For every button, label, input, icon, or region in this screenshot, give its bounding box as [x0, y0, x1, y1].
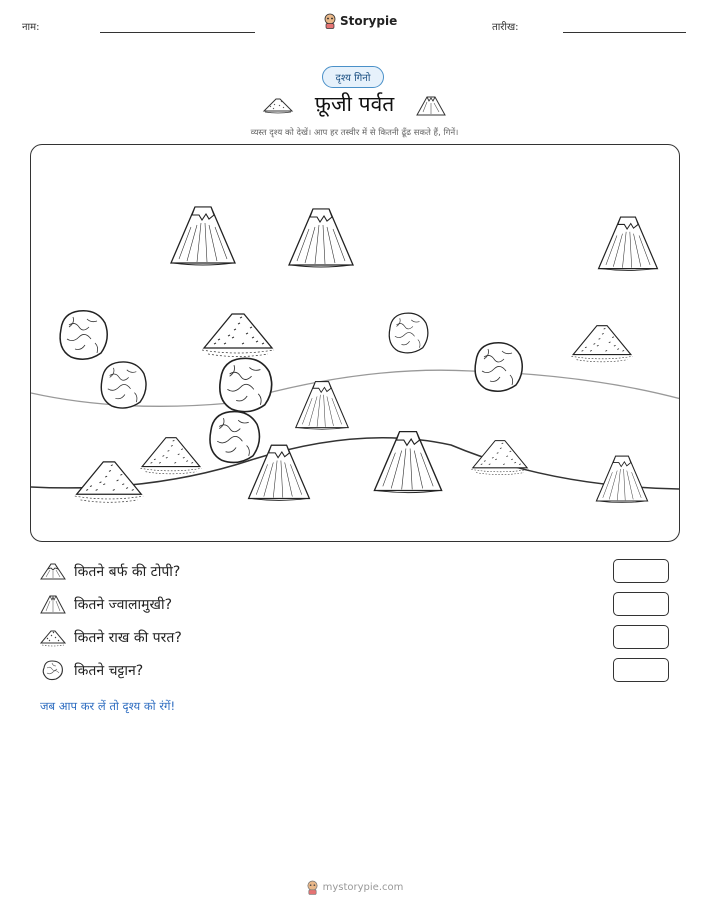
volcano-1: [171, 207, 235, 265]
footer: [0, 880, 709, 895]
volcano-icon: [40, 593, 66, 615]
ash-pile-3: [140, 438, 201, 474]
scene-illustration: [31, 145, 680, 542]
rock-4: [210, 412, 259, 463]
rock-1: [60, 311, 107, 360]
volcano-3: [599, 217, 658, 270]
snowcap-icon: [40, 561, 66, 581]
question-rock: [40, 657, 143, 683]
question-ash-layer: [40, 624, 182, 650]
question-volcano: [40, 591, 172, 617]
question-text: कितने राख की परत?: [74, 629, 182, 646]
answer-box-rock[interactable]: [613, 658, 669, 682]
name-label: नाम:: [22, 22, 40, 33]
question-text: कितने ज्वालामुखी?: [74, 596, 172, 613]
volcano-7: [596, 456, 647, 502]
storypie-mascot-icon: [306, 880, 319, 895]
answer-box-volcano[interactable]: [613, 592, 669, 616]
footer-url[interactable]: mystorypie.com: [322, 882, 404, 893]
rock-3: [220, 358, 272, 411]
volcano-4: [296, 382, 348, 430]
brand-name: Storypie: [340, 14, 398, 28]
answer-box-snowcap[interactable]: [613, 559, 669, 583]
activity-badge: दृश्य गिनो: [322, 66, 384, 88]
volcano-5: [249, 445, 310, 500]
volcano-icon: [415, 92, 447, 118]
brand-logo: [323, 13, 397, 29]
coloring-note: जब आप कर लें तो दृश्य को रंगें!: [40, 699, 176, 713]
scene-picture[interactable]: [30, 144, 680, 542]
ash-layer-icon: [40, 627, 66, 647]
date-field-line[interactable]: [563, 32, 686, 33]
question-text: कितने चट्टान?: [74, 662, 144, 679]
page-title: फ़ूजी पर्वत: [314, 92, 395, 116]
rock-icon: [40, 659, 66, 681]
rock-6: [475, 343, 522, 392]
name-field-line[interactable]: [100, 32, 255, 33]
question-snowcap: [40, 558, 180, 584]
storypie-mascot-icon: [323, 13, 337, 29]
volcano-2: [289, 209, 353, 267]
instructions: व्यस्त दृश्य को देखें। आप हर तस्वीर में से कितनी ढूँढ सकते हैं, गिनें।: [250, 128, 459, 138]
ash-pile-1: [202, 314, 274, 357]
question-text: कितने बर्फ की टोपी?: [74, 563, 181, 580]
ash-pile-4: [75, 462, 143, 502]
ash-pile-5: [471, 441, 529, 475]
answer-box-ash-layer[interactable]: [613, 625, 669, 649]
rock-2: [101, 362, 146, 408]
date-label: तारीख:: [492, 22, 519, 33]
rock-5: [389, 313, 428, 353]
ash-pile-2: [571, 326, 632, 362]
